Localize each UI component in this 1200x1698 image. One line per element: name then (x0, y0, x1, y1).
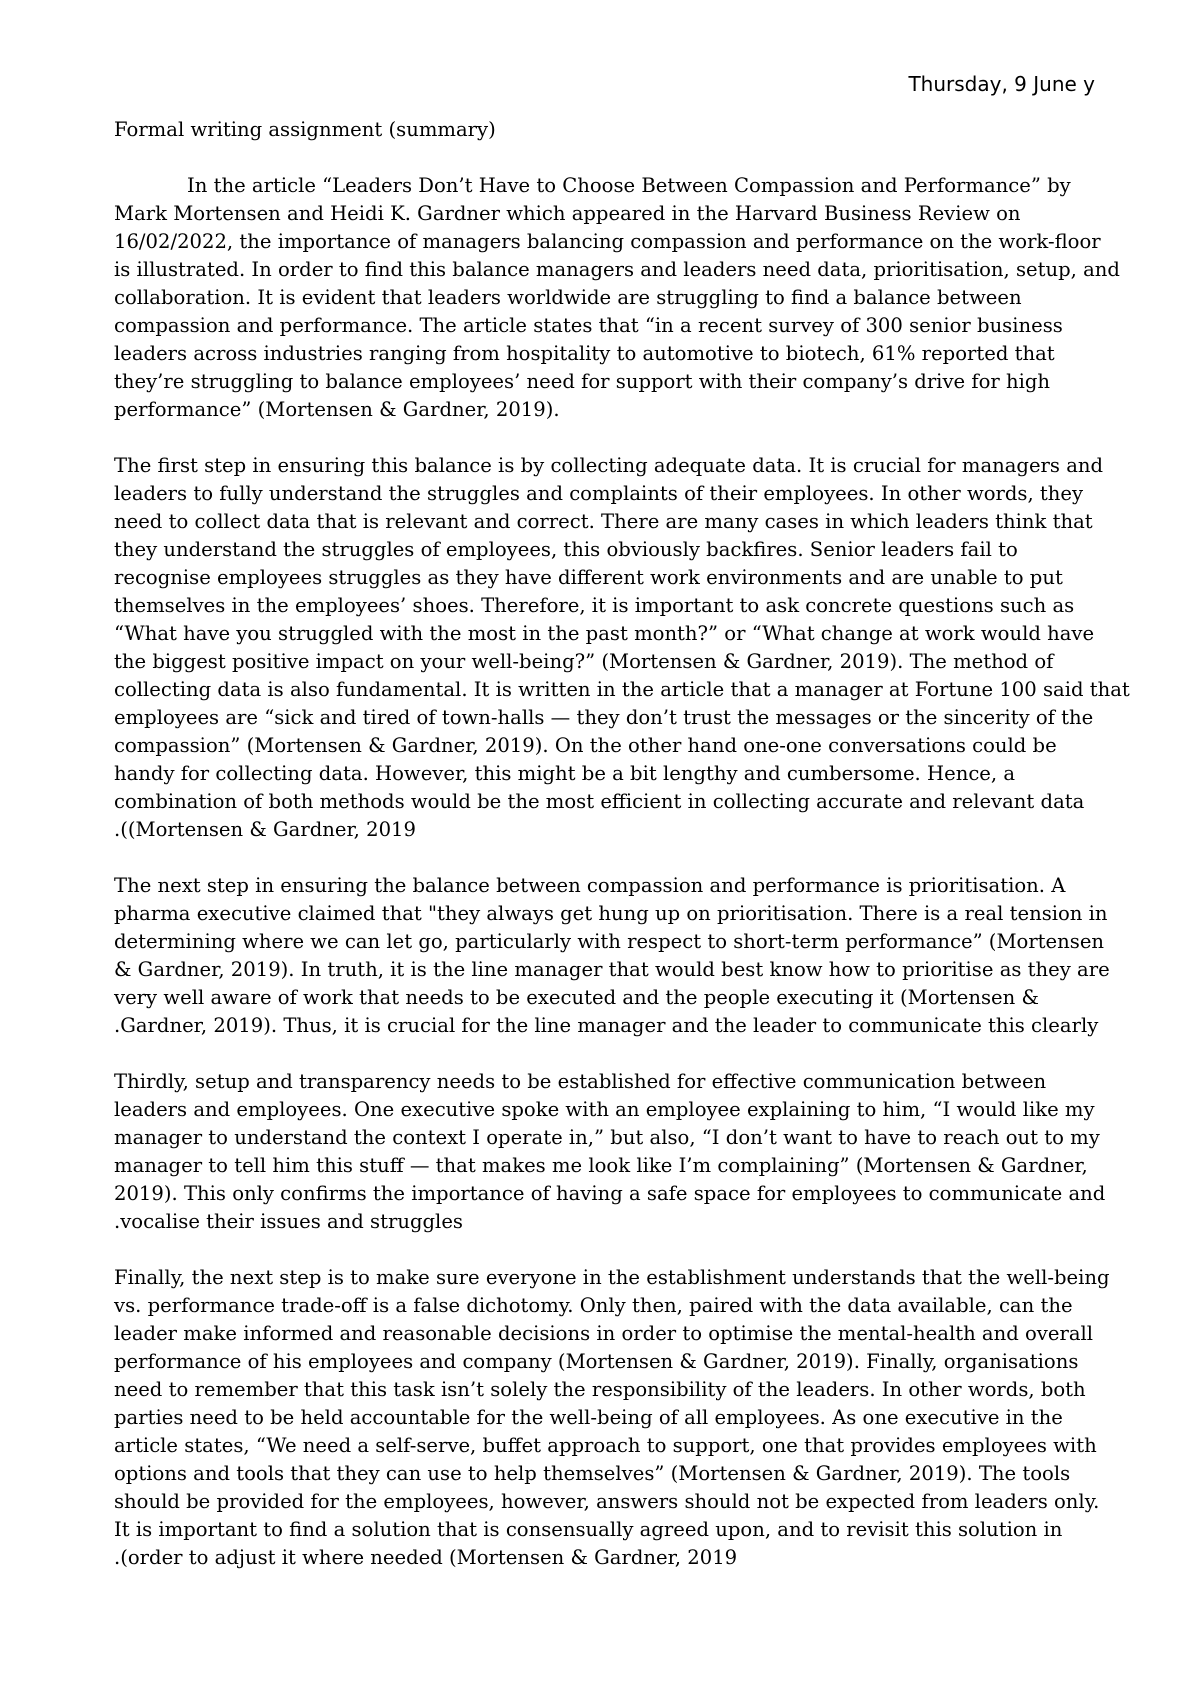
paragraph-line: themselves in the employees’ shoes. Therefore, it is important to ask concrete questions such as (114, 594, 1075, 617)
paragraph-line: leaders to fully understand the struggles and complaints of their employees. In other words, they (114, 482, 1084, 505)
paragraph-line: should be provided for the employees, however, answers should not be expected from leaders only. (114, 1490, 1100, 1513)
paragraph-line: compassion” (Mortensen & Gardner, 2019). On the other hand one-one conversations could be (114, 734, 1057, 757)
paragraph-line: Finally, the next step is to make sure everyone in the establishment understands that the well-being (114, 1266, 1110, 1289)
paragraph-gap (114, 1236, 1094, 1264)
paragraph-line: performance” (Mortensen & Gardner, 2019). (114, 398, 560, 421)
paragraph-line: compassion and performance. The article states that “in a recent survey of 300 senior business (114, 314, 1063, 337)
paragraph-line: performance of his employees and company (Mortensen & Gardner, 2019). Finally, organisations (114, 1350, 1079, 1373)
paragraph-line: Thirdly, setup and transparency needs to be established for effective communication between (114, 1070, 1047, 1093)
paragraph-line: they’re struggling to balance employees’ need for support with their company’s drive for high (114, 370, 1051, 393)
paragraph-gap (114, 144, 1094, 172)
paragraph-line: article states, “We need a self-serve, buffet approach to support, one that provides employees with (114, 1434, 1097, 1457)
paragraph-data (114, 452, 1130, 844)
paragraph-gap (114, 424, 1094, 452)
paragraph-gap (114, 844, 1094, 872)
paragraph-line: leaders and employees. One executive spoke with an employee explaining to him, “I would like my (114, 1098, 1095, 1121)
paragraph-line: options and tools that they can use to help themselves” (Mortensen & Gardner, 2019). The tools (114, 1462, 1071, 1485)
paragraph-line: recognise employees struggles as they have different work environments and are unable to put (114, 566, 1063, 589)
paragraph-line: .vocalise their issues and struggles (114, 1210, 463, 1233)
paragraph-line: leaders across industries ranging from hospitality to automotive to biotech, 61% reported that (114, 342, 1055, 365)
paragraph-line: combination of both methods would be the most efficient in collecting accurate and relevant data (114, 790, 1085, 813)
paragraph-line: is illustrated. In order to find this balance managers and leaders need data, prioritisation, setup, and (114, 258, 1120, 281)
paragraph-line: need to remember that this task isn’t solely the responsibility of the leaders. In other words, both (114, 1378, 1086, 1401)
document-title: Formal writing assignment (summary) (114, 118, 496, 141)
paragraph-intro (114, 172, 1120, 424)
paragraph-line: very well aware of work that needs to be executed and the people executing it (Mortensen & (114, 986, 1039, 1009)
paragraph-line: The next step in ensuring the balance between compassion and performance is prioritisation. A (114, 874, 1066, 897)
paragraph-line: In the article “Leaders Don’t Have to Choose Between Compassion and Performance” by (187, 174, 1071, 197)
paragraph-line: 2019). This only confirms the importance of having a safe space for employees to communicate and (114, 1182, 1106, 1205)
paragraph-line: “What have you struggled with the most in the past month?” or “What change at work would have (114, 622, 1095, 645)
paragraph-line: .(order to adjust it where needed (Mortensen & Gardner, 2019 (114, 1546, 738, 1569)
paragraph-finally (114, 1264, 1110, 1572)
paragraph-line: handy for collecting data. However, this might be a bit lengthy and cumbersome. Hence, a (114, 762, 1016, 785)
document-body (114, 116, 1130, 1572)
paragraph-line: parties need to be held accountable for the well-being of all employees. As one executive in the (114, 1406, 1063, 1429)
paragraph-line: The first step in ensuring this balance is by collecting adequate data. It is crucial for managers and (114, 454, 1104, 477)
paragraph-line: vs. performance trade-off is a false dichotomy. Only then, paired with the data available, can the (114, 1294, 1073, 1317)
paragraph-line: collaboration. It is evident that leaders worldwide are struggling to find a balance between (114, 286, 1022, 309)
paragraph-line: employees are “sick and tired of town-halls — they don’t trust the messages or the sincerity of the (114, 706, 1094, 729)
paragraph-gap (114, 1040, 1094, 1068)
paragraph-line: leader make informed and reasonable decisions in order to optimise the mental-health and overall (114, 1322, 1094, 1345)
paragraph-line: they understand the struggles of employees, this obviously backfires. Senior leaders fail to (114, 538, 1018, 561)
paragraph-line: & Gardner, 2019). In truth, it is the line manager that would best know how to prioritise as they are (114, 958, 1110, 981)
paragraph-line: Mark Mortensen and Heidi K. Gardner which appeared in the Harvard Business Review on (114, 202, 1021, 225)
paragraph-line: determining where we can let go, particularly with respect to short-term performance” (Mortensen (114, 930, 1105, 953)
paragraph-prioritisation (114, 872, 1110, 1040)
paragraph-setup (114, 1068, 1106, 1236)
paragraph-line: manager to understand the context I operate in,” but also, “I don’t want to have to reach out to my (114, 1126, 1100, 1149)
header-date: Thursday, 9 June y (908, 72, 1095, 96)
paragraph-line: It is important to find a solution that is consensually agreed upon, and to revisit this solution in (114, 1518, 1063, 1541)
paragraph-line: the biggest positive impact on your well-being?” (Mortensen & Gardner, 2019). The method of (114, 650, 1054, 673)
paragraph-line: need to collect data that is relevant and correct. There are many cases in which leaders think that (114, 510, 1093, 533)
paragraph-line: collecting data is also fundamental. It is written in the article that a manager at Fortune 100 said that (114, 678, 1130, 701)
paragraph-line: 16/02/2022, the importance of managers balancing compassion and performance on the work-floor (114, 230, 1101, 253)
paragraph-line: manager to tell him this stuff — that makes me look like I’m complaining” (Mortensen & Gardner, (114, 1154, 1088, 1177)
paragraph-line: .Gardner, 2019). Thus, it is crucial for the line manager and the leader to communicate this clearly (114, 1014, 1099, 1037)
paragraph-line: .((Mortensen & Gardner, 2019 (114, 818, 416, 841)
paragraph-line: pharma executive claimed that "they always get hung up on prioritisation. There is a real tension in (114, 902, 1108, 925)
